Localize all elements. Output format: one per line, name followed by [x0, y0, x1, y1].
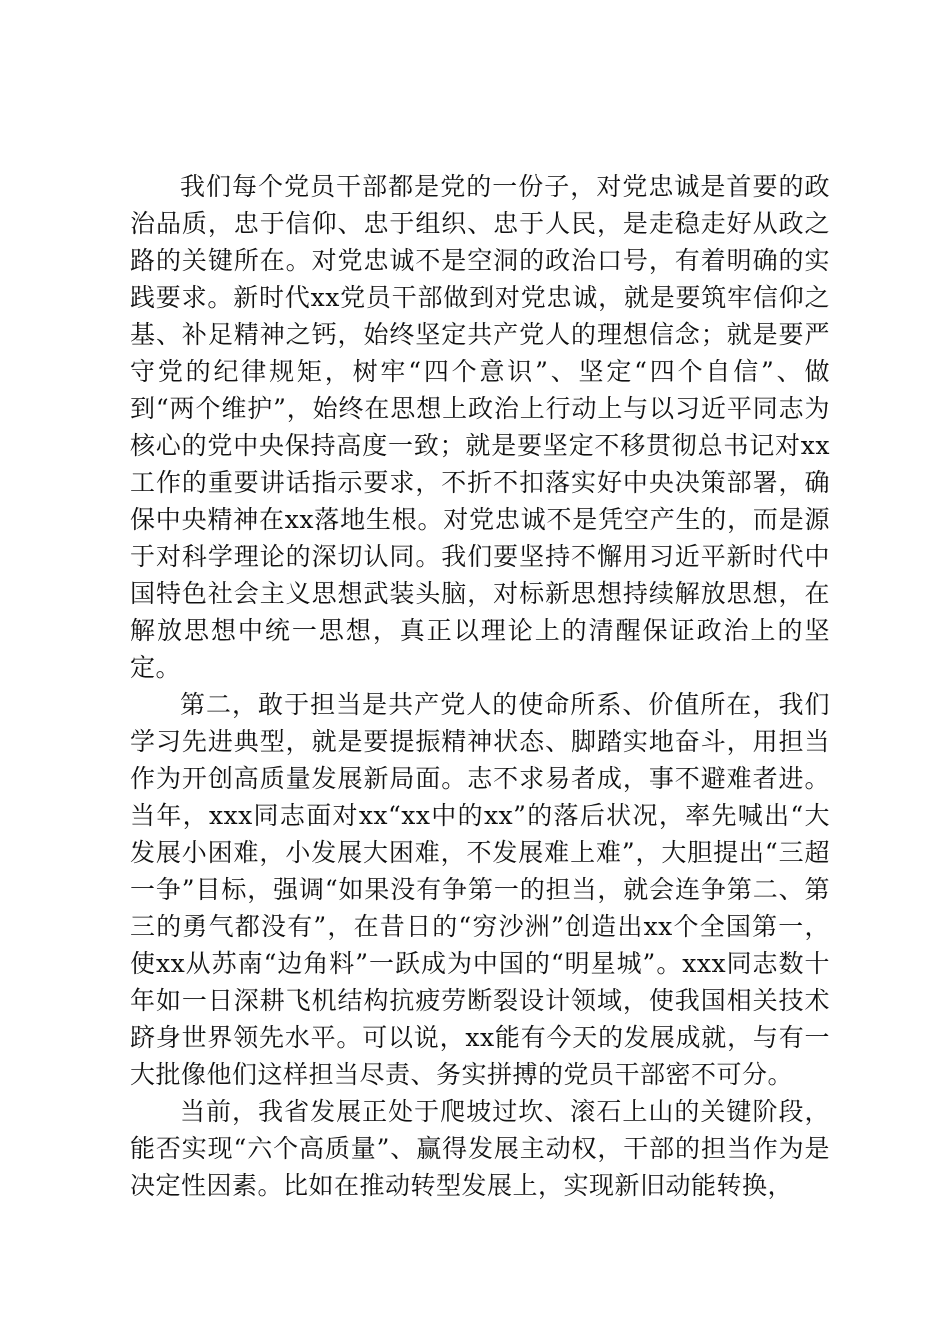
- paragraph-3: 当前，我省发展正处于爬坡过坎、滚石上山的关键阶段，能否实现“六个高质量”、赢得发展主动权，干部的担当作为是决定性因素。比如在推动转型发展上，实现新旧动能转换，: [130, 1097, 830, 1200]
- paragraph-1: 我们每个党员干部都是党的一份子，对党忠诚是首要的政治品质，忠于信仰、忠于组织、忠于人民，是走稳走好从政之路的关键所在。对党忠诚不是空洞的政治口号，有着明确的实践要求。新时代xx党员干部做到对党忠诚，就是要筑牢信仰之基、补足精神之钙，始终坚定共产党人的理想信念；就是要严守党的纪律规矩，树牢“四个意识”、坚定“四个自信”、做到“两个维护”，始终在思想上政治上行动上与以习近平同志为核心的党中央保持高度一致；就是要坚定不移贯彻总书记对xx工作的重要讲话指示要求，不折不扣落实好中央决策部署，确保中央精神在xx落地生根。对党忠诚不是凭空产生的，而是源于对科学理论的深切认同。我们要坚持不懈用习近平新时代中国特色社会主义思想武装头脑，对标新思想持续解放思想，在解放思想中统一思想，真正以理论上的清醒保证政治上的坚定。: [130, 172, 830, 682]
- paragraph-2: 第二，敢于担当是共产党人的使命所系、价值所在，我们学习先进典型，就是要提振精神状态、脚踏实地奋斗，用担当作为开创高质量发展新局面。志不求易者成，事不避难者进。当年，xxx同志面对xx“xx中的xx”的落后状况，率先喊出“大发展小困难，小发展大困难，不发展难上难”，大胆提出“三超一争”目标，强调“如果没有争第一的担当，就会连争第二、第三的勇气都没有”，在昔日的“穷沙洲”创造出xx个全国第一，使xx从苏南“边角料”一跃成为中国的“明星城”。xxx同志数十年如一日深耕飞机结构抗疲劳断裂设计领域，使我国相关技术跻身世界领先水平。可以说，xx能有今天的发展成就，与有一大批像他们这样担当尽责、务实拼搏的党员干部密不可分。: [130, 690, 830, 1089]
- document-body: [130, 168, 830, 1204]
